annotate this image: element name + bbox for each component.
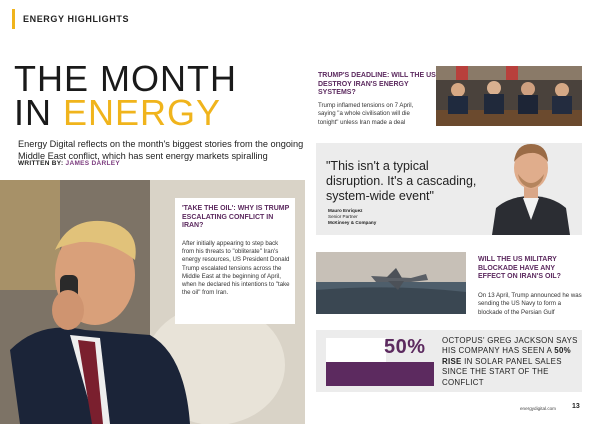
meeting-photo [436, 66, 582, 126]
stat-bar-dark [326, 362, 434, 386]
deadline-body: Trump inflamed tensions on 7 April, saying "a whole civilisation will die tonight" unless Iran made a deal [318, 102, 414, 126]
oil-story-box [175, 198, 295, 324]
quote-role: Senior Partner [328, 214, 358, 219]
stat-description [442, 336, 582, 388]
stat-bar-light [326, 338, 386, 362]
footer-url: energydigital.com [520, 406, 557, 411]
byline [18, 160, 120, 167]
military-heading: WILL THE US MILITARY BLOCKADE HAVE ANY EFFECT ON IRAN'S OIL? [478, 256, 561, 281]
stat-text-after: IN SOLAR PANEL SALES SINCE THE START OF THE CONFLICT [442, 356, 562, 387]
fighter-jet-carrier-photo [316, 252, 466, 314]
oil-story-heading: 'TAKE THE OIL': WHY IS TRUMP ESCALATING CONFLICT IN IRAN? [182, 205, 290, 229]
oil-story-body: After initially appearing to step back from his threats to "obliterate" Iran's energy resources, US President Donald Trump escalated tensions across the Middle East at the beginning of April, when he declared his intentions to "take the oil" from Iran. [182, 240, 290, 297]
page-number: 13 [572, 403, 580, 410]
mauro-portrait-photo [490, 130, 572, 235]
deadline-heading: TRUMP'S DEADLINE: WILL THE US DESTROY IRAN'S ENERGY SYSTEMS? [318, 72, 436, 97]
pull-quote: "This isn't a typical disruption. It's a cascading, system-wide event" [326, 159, 477, 203]
title-line-2-accent: ENERGY [63, 92, 222, 133]
title-line-1: THE MONTH [14, 58, 237, 99]
stat-text-before: OCTOPUS' GREG JACKSON SAYS HIS COMPANY HAS SEEN A [442, 336, 578, 356]
stat-text-highlight: 50% RISE [442, 346, 571, 366]
intro-paragraph: Energy Digital reflects on the month's biggest stories from the ongoing Middle East conflict, which has sent energy markets spiralling [18, 139, 304, 161]
page-title [14, 58, 237, 133]
quote-company: McKinsey & Company [328, 220, 377, 225]
military-body: On 13 April, Trump announced he was sending the US Navy to form a blockade of the Persian Gulf [478, 292, 582, 316]
quote-name: Mauro Enriquez [328, 208, 363, 213]
quote-attribution [328, 208, 376, 226]
byline-author: JAMES DARLEY [65, 160, 121, 167]
byline-label: WRITTEN BY: [18, 160, 66, 167]
section-tag: ENERGY HIGHLIGHTS [12, 9, 129, 29]
title-line-2-plain: IN [14, 92, 64, 133]
stat-value: 50% [384, 336, 426, 358]
